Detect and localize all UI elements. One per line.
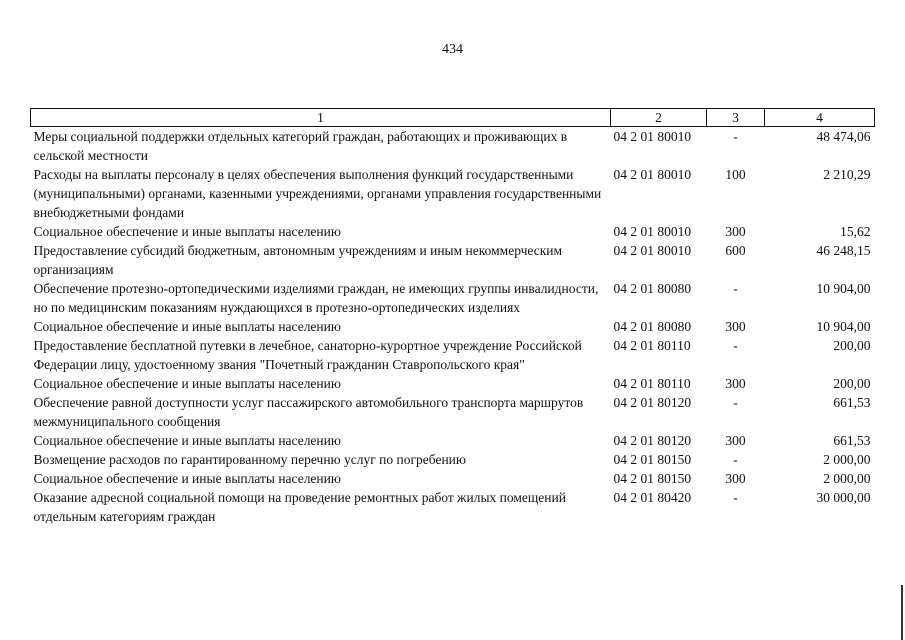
row-amount: 10 904,00	[816, 281, 871, 296]
row-expense-type: 300	[725, 471, 746, 486]
row-name: Социальное обеспечение и иные выплаты населению	[33, 376, 341, 391]
table-row	[31, 336, 875, 374]
table-row	[31, 279, 875, 317]
row-code: 04 2 01 80010	[613, 224, 692, 239]
table-row	[31, 241, 875, 279]
table-row	[31, 431, 875, 450]
row-name: Оказание адресной социальной помощи на проведение ремонтных работ жилых помещений отдельным категориям граждан	[33, 490, 566, 524]
row-expense-type: 300	[725, 376, 746, 391]
row-name: Обеспечение протезно-ортопедическими изделиями граждан, не имеющих группы инвалидности, но по медицинским показаниям нуждающихся в протезно-ортопедических изделиях	[33, 281, 599, 315]
row-name: Предоставление бесплатной путевки в лечебное, санаторно-курортное учреждение Российской Федерации лицу, удостоенному звания "Почетный гражданин Ставропольского края"	[33, 338, 582, 372]
row-expense-type: -	[733, 129, 738, 144]
row-expense-type: -	[733, 452, 738, 467]
row-amount: 661,53	[833, 395, 871, 410]
row-expense-type: -	[733, 338, 738, 353]
row-name: Расходы на выплаты персоналу в целях обеспечения выполнения функций государственными (муниципальными) органами, казенными учреждениями, органами управления государственными внебюджетными фондами	[33, 167, 602, 220]
row-code: 04 2 01 80420	[613, 490, 692, 505]
row-amount: 10 904,00	[816, 319, 871, 334]
header-col-amount: 4	[765, 109, 875, 127]
row-expense-type: 300	[725, 224, 746, 239]
table-body	[31, 127, 875, 527]
row-expense-type: 300	[725, 319, 746, 334]
page-edge-mark	[901, 585, 903, 640]
row-expense-type: 100	[725, 167, 746, 182]
row-code: 04 2 01 80120	[613, 395, 692, 410]
table-row	[31, 127, 875, 166]
table-row	[31, 469, 875, 488]
row-expense-type: -	[733, 281, 738, 296]
row-code: 04 2 01 80010	[613, 129, 692, 144]
row-name: Социальное обеспечение и иные выплаты населению	[33, 471, 341, 486]
row-code: 04 2 01 80120	[613, 433, 692, 448]
row-name: Социальное обеспечение и иные выплаты населению	[33, 319, 341, 334]
row-expense-type: -	[733, 490, 738, 505]
page-number: 434	[442, 42, 463, 57]
table-row	[31, 393, 875, 431]
row-name: Социальное обеспечение и иные выплаты населению	[33, 224, 341, 239]
row-amount: 30 000,00	[816, 490, 871, 505]
row-amount: 2 000,00	[823, 452, 871, 467]
row-amount: 661,53	[833, 433, 871, 448]
row-expense-type: 600	[725, 243, 746, 258]
table-row	[31, 450, 875, 469]
row-code: 04 2 01 80010	[613, 243, 692, 258]
row-amount: 2 000,00	[823, 471, 871, 486]
row-name: Обеспечение равной доступности услуг пассажирского автомобильного транспорта маршрутов межмуниципального сообщения	[33, 395, 584, 429]
row-expense-type: 300	[725, 433, 746, 448]
row-code: 04 2 01 80150	[613, 452, 692, 467]
row-name: Возмещение расходов по гарантированному перечню услуг по погребению	[33, 452, 466, 467]
row-amount: 200,00	[833, 338, 871, 353]
row-amount: 15,62	[840, 224, 871, 239]
table-row	[31, 374, 875, 393]
row-amount: 2 210,29	[823, 167, 871, 182]
row-expense-type: -	[733, 395, 738, 410]
header-row	[31, 109, 875, 127]
table-row	[31, 317, 875, 336]
row-code: 04 2 01 80110	[613, 338, 691, 353]
row-code: 04 2 01 80080	[613, 319, 692, 334]
header-col-code: 2	[611, 109, 707, 127]
row-name: Меры социальной поддержки отдельных категорий граждан, работающих и проживающих в сельской местности	[33, 129, 568, 163]
row-amount: 200,00	[833, 376, 871, 391]
row-code: 04 2 01 80150	[613, 471, 692, 486]
header-col-type: 3	[707, 109, 765, 127]
budget-table	[30, 108, 875, 526]
row-code: 04 2 01 80010	[613, 167, 692, 182]
table-header	[31, 109, 875, 127]
row-amount: 48 474,06	[816, 129, 871, 144]
table-row	[31, 222, 875, 241]
table-row	[31, 165, 875, 222]
row-code: 04 2 01 80110	[613, 376, 691, 391]
row-amount: 46 248,15	[816, 243, 871, 258]
header-col-name: 1	[31, 109, 611, 127]
table-row	[31, 488, 875, 526]
row-code: 04 2 01 80080	[613, 281, 692, 296]
row-name: Предоставление субсидий бюджетным, автономным учреждениям и иным некоммерческим организациям	[33, 243, 563, 277]
row-name: Социальное обеспечение и иные выплаты населению	[33, 433, 341, 448]
